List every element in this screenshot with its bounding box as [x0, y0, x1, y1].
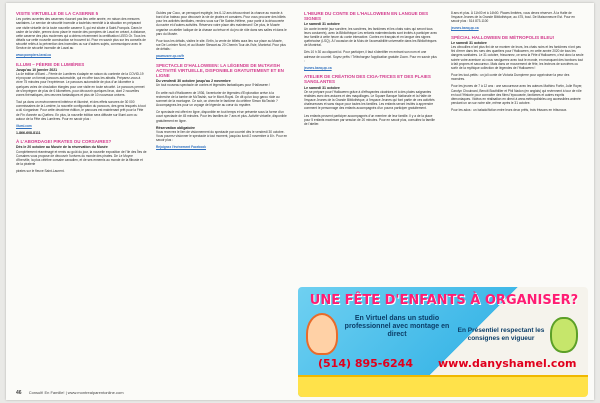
col2-link-10[interactable]: Rejoignez l'événement Facebook: [156, 145, 207, 150]
party-advertisement[interactable]: [298, 287, 588, 397]
magazine-page: [6, 3, 594, 400]
col2-link-2[interactable]: paumusee.qc.ca/fr: [156, 54, 184, 59]
col2-paragraph-1: Pour tous les détails, visitez le site. Enfin, la vente de billets aura lieu sur place au Musée, rue De Lorimier Nord, et au Musée Stewart au 20 Chemin Tour-de-l'Isle, Montréal. Pour plus de détails :: [156, 38, 286, 52]
col1-paragraph-5: La 4e édition d'Illumi – Féerie de Lumières s'adapte en raison du contexte de la COVID-19 et propose un format parcours automobile, qui en offre tous les attraits. Préparez-vous à vivre 75 minutes pour l'expérience. Le parcours automobile de plus d'un kilomètre à quelques voies de circulation élargies pour une visite en toute sécurité. Le parcours permet de s'imprégner de plus de 6 kilomètres, pour découvrir quelques lieux, dont 2 nouvelles zones thématiques, des œuvres fantastiques et plus de 10 nouveaux univers.: [16, 72, 145, 97]
col1-subheading-10: Dès le 20 octobre au Musée de la réservation du Musée: [16, 145, 108, 150]
col4-heading-2: SPÉCIAL HALLOWEEN DE MÉTROPOLIS BLEU!: [451, 34, 555, 40]
col2-paragraph-9: Vous recevrez le lien de visionnement du spectacle par courriel dès le vendredi 30 octobre. Vous pourrez visionner le spectacle à tout moment, jusqu'au lundi 2 novembre à 8 h. Pour en savoir plus :: [156, 130, 288, 143]
col2-paragraph-6: En cette nuit d'Halloween de 1936, l'aventurier de légendes d'Exploration arrive à la recherche de la tombe de McTavish, sur le Mont-Royal. On dit qu'un loup garou rôde au sommet de la montagne. Ce soir, on cherche le fantôme du célèbre Simon McTavish ? Accompagnez-les pour un voyage de légende au cœur du mystère.: [156, 90, 280, 108]
ad-character-illustration: [306, 313, 338, 355]
col2-heading-3: SPECTACLE D'HALLOWEEN: LA LÉGENDE DE McTAVISH ACTIVITÉ VIRTUELLE, DISPONIBLE GRATUITEMENT ET EN LIGNE: [156, 62, 284, 78]
col3-heading-5: ATELIER DE CRÉATION DES CIGA-TRICES ET DES PLAIES SANGLANTES: [304, 74, 431, 85]
col1-link-7[interactable]: illumi.com: [16, 123, 32, 128]
col1-paragraph-1: Les portes ouvertes des casernes n'auront pas lieu cette année, en raison des mesures sanitaires. Le service de sécurité incendie a toutefois remédié à la situation en préparant une visite virtuelle de la toute nouvelle caserne 5, qui est située à Saint-François. Dans le cadre de la visite, prenez donc place le monde des pompiers de Laval en créant, à distance, cette caserne des plus modernes qui a obtenu récemment la certification LEED Or. Tous les détails sur cette nouvelle construction se trouvent ici. Pour en savoir plus sur les conseils de sécurité reliés à la prévention des incendies ou sur d'autres sujets, communiquez avec le Service de sécurité incendie de Laval au: [16, 17, 147, 51]
col3-subheading-1: Le samedi 31 octobre: [304, 22, 340, 27]
col1-paragraph-6: Tout ça dans un environnement intérieur et illuminé, et des effets sonores de 30 000 commissaires de la Lumière, la nouvelle configuration du parcours, des gens lesquels à tout a dû s'organiser. Pour cette deuxième édition, le parcours est maintenant prêt pour la Fête de Fin d'année au Québec. En plus, la nouvelle édition sera diffusée sur Illumi.com ou autour de la Fête des Lumières. Pour en savoir plus :: [16, 100, 146, 121]
col3-paragraph-3: Dès 10 h 30 au cliquant ici. Pour participer, il faut s'identifier en entrant son nom et une adresse de courriel. Soyez prêts ! Téléchargez l'application gratuite Zoom. Pour en savoir plus :: [304, 50, 437, 63]
page-footer: [16, 390, 124, 396]
col1-heading-3: ILLUMI – FÉERIE DE LUMIÈRES: [16, 61, 85, 67]
col1-paragraph-11: Complètement réaménagé et remis au goût du jour, la nouvelle exposition de l'île des Îles de Corsaires vous propose de découvrir l'univers du monde des pirates. De Le Moyne d'Iberville, la plus célèbre corsaire canadien, et de ses ennemis au monde de la flibuste et de la piraterie: [16, 149, 147, 167]
col4-paragraph-4: Les citrouilles n'ont plus fini de se montrer de leurs, les chats noirs et les fantômes n'ont pas fini d'errer dans les rues des quartiers pour l'Halloween, en cette année 2020 de tous les dangers sanitaires. Le 31 octobre, frissonnez, ce sera la Fête d'Halloween, c'est donc la seule soirée votre aventure où vous naviguerez avec tout le monde, en manquant des bonbons tout à fait propres et savoureux. Mais dans ce mouvement de fête, les lecteurs de sorcières ou sortir de la mythique collection de légendes de l'Halloween !: [451, 45, 584, 70]
col3-heading-0: L'HEURE DU CONTE DE L'HALLOWEEN EN LANGUE DES SIGNES: [304, 11, 429, 22]
col2-subheading-8: Réservation obligatoire: [156, 125, 195, 130]
col4-paragraph-5: Pour les tout-petits : un joli conte de Victoria Dumpierre pour apprivoiser la peur des monstres.: [451, 73, 570, 82]
col1-heading-0: VISITE VIRTUELLE DE LA CASERNE 5: [16, 11, 99, 16]
col3-paragraph-2: Un conte inventé (sur sorcière, les sorcières, les fantômes et les chats noirs qui seront tous leurs costumés), avec la Bibliothèque Les enfants malentendants sont invités à participer avec leur famille à cette heure du conte interactive. Contes en français et en langue des signes québécoise (LSQ). À l'occasion de la Mois de l'accessibilité universelle dans les Bibliothèques de Montréal.: [304, 26, 438, 48]
ad-virtual-line: En Virtuel dans un studio professionnel avec montage en direct: [344, 315, 450, 338]
col4-link-1[interactable]: jeunes.banq.qc.ca: [451, 26, 479, 31]
col4-paragraph-0: 8 ans et plus. À 11h00 et à 14h00. Places limitées, vous devez réserver. À la Halte de l'espace Jeunes de la Grande Bibliothèque, au 475, boul. De Maisonneuve Est. Pour en savoir plus : 514 873-1100: [451, 11, 575, 24]
page-number: 46: [16, 390, 22, 396]
col1-heading-9: À L'ABORDAGE! PIRATES OU CORSAIRES?: [16, 139, 112, 145]
col1-subheading-4: Jusqu'au 10 janvier 2021: [16, 67, 58, 72]
column-3: [304, 11, 438, 129]
col1-link-2[interactable]: www.pompiers.laval.ca: [16, 53, 51, 58]
col2-paragraph-7: Ce spectacle est offert en ligne, disponible en tout temps et se présente sous la forme d'un court spectacle de 45 minutes. Pour les familles de 7 ans et plus. Activité virtuelle, disponible gratuitement en ligne.: [156, 110, 287, 123]
col3-paragraph-7: On se prépare pour l'Halloween grâce à d'effrayantes cicatrices et à des plaies saignantes réalistes avec des astuces et des maquillages. Le Square Banque Nationale et la Halte de l'espace Jeunes de la Grande Bibliothèque, à l'espace Jeunes qui font partie de ces activités chaleureuses et sans risque pour toutes les familles. Les enfants seront invités à apprendre comment le personnage des enfants accompagnés d'un pourra participer gratuitement.: [304, 89, 435, 111]
ad-phone: (514) 895-6244: [318, 357, 413, 370]
col4-subheading-3: Le samedi 31 octobre: [451, 40, 487, 45]
ad-bottom-bar: [298, 375, 588, 397]
column-4: [451, 11, 584, 115]
ad-title: UNE FÊTE D'ENFANTS À ORGANISER?: [309, 293, 579, 308]
col3-link-4[interactable]: jeunes.banq.qc.ca: [304, 65, 332, 70]
ad-website[interactable]: www.danyshamel.com: [438, 357, 577, 370]
col3-subheading-6: Le samedi 31 octobre: [304, 85, 340, 90]
footer-text: Consult! En Famille! | www.montrealparentonline.com: [28, 390, 124, 395]
col4-paragraph-6: Pour les jeunes de 7 à 12 ans : une savoureuse avec les auteurs Mathieu Fortin, Julie Royer, Carolyn Chouinard, Benoît Bouthillier et Phil Nadon (en anglais) qui reviennent à tour de rôle en tout l'Historie pour connaître des films l'épouvante, fantômes et autres esprits démoniaques. Vidéos en réalisation en direct à www.métropolisbleu.org accessibles animée pendant un an sur notre site, même après le 31 octobre.: [451, 84, 583, 105]
column-1: [16, 11, 147, 177]
col2-paragraph-5: Un tout nouveau spectacle de contes et légendes fantastiques pour l'Halloween !: [156, 83, 271, 88]
col1-subheading-8: 1-866-608-8111: [16, 130, 41, 135]
ad-inperson-line: En Présentiel respectant les consignes en vigueur: [457, 327, 545, 342]
col2-subheading-4: Du vendredi 30 octobre jusqu'au 2 novembre: [156, 79, 231, 84]
col4-paragraph-7: Pour les ados : un balado/fiction entre leurs deux prêts, trois frissons en tribunaux.: [451, 108, 568, 113]
col2-paragraph-0: Guides par Coco, un perroquet espiègle, les 6-12 ans découvriront la chance au monde à bord d'un bateau pour découvrir la vie de pirates et corsaires. Pour vous procurer des billets pour les activités familiales, rendez-vous sur l'île Sainte-Hélène, pour partir à la découverte du navire et d'autres activités. Réservez votre place dès maintenant ! De plus, le Musée organise un atelier ludique de la chasse au trésor et du jeu de rôle dans ses salles et dans le parc du Musée.: [156, 11, 287, 36]
col3-paragraph-8: Les enfants peuvent participer accompagnés d'un membre de leur famille. Il y a de la place pour 5 enfants maximum par session de 20 minutes. Pour en savoir plus, consultez la famille de l'atelier.: [304, 113, 435, 126]
column-2: [156, 11, 288, 153]
col1-paragraph-12: pirates sur le fleuve Saint-Laurent.: [16, 169, 65, 174]
